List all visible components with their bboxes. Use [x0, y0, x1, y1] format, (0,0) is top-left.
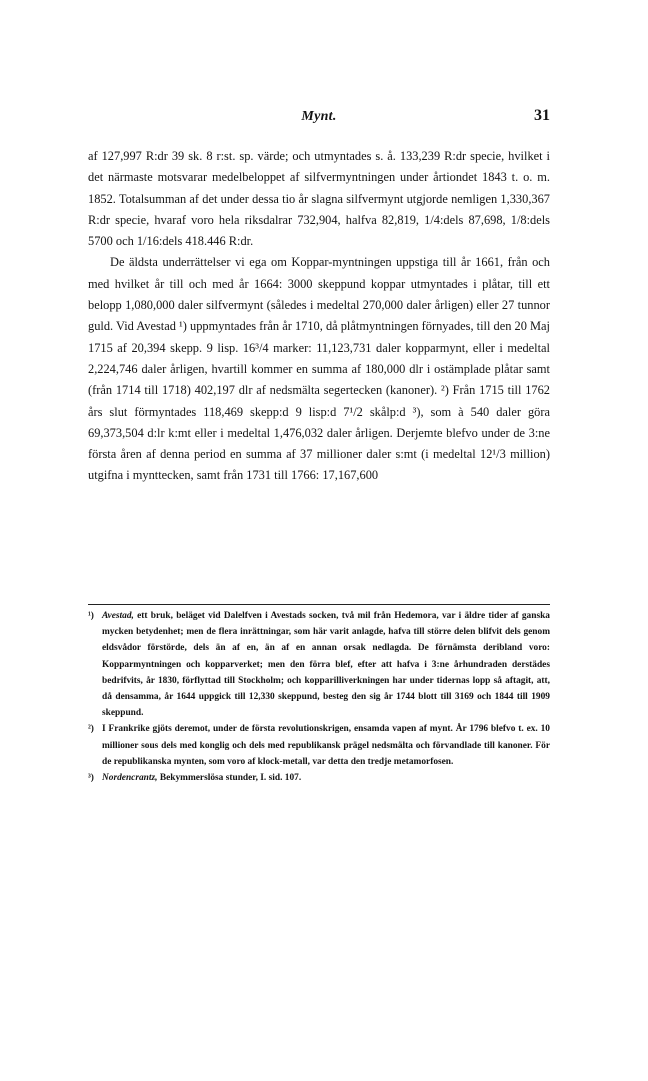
page-header	[88, 109, 550, 131]
footnote-text: Bekymmerslösa stunder, I. sid. 107.	[157, 773, 302, 784]
footnotes	[88, 608, 550, 786]
footnote-text: I Frankrike gjöts deremot, under de första revolutionskrigen, ensamda vapen af mynt. År 1796 blefvo t. ex. 10 millioner sous dels med konglig och dels med republikansk prägel nedsmälta och förvandlade till kanoner. För de republikanska mynten, som voro af klock-metall, var detta den tredje metamorfosen.	[102, 724, 550, 767]
footnote-1	[88, 608, 550, 721]
footnote-heading: Nordencrantz,	[102, 773, 158, 784]
footnote-marker: ¹)	[88, 611, 94, 621]
running-title: Mynt.	[301, 109, 337, 124]
footnote-divider	[88, 604, 550, 605]
footnote-marker: ²)	[88, 724, 94, 735]
page-number: 31	[534, 107, 550, 124]
footnote-heading: Avestad,	[102, 611, 134, 621]
paragraph-copper-coinage: De äldsta underrättelser vi ega om Koppar-myntningen uppstiga till år 1661, från och med hvilket år till och med år 1664: 3000 skeppund koppar utmyntades i plåtar, till ett belopp 1,080,000 daler silfvermynt (således i medeltal 270,000 daler årligen) eller 27 tunnor guld. Vid Avestad ¹) uppmyntades från år 1710, då plåtmyntningen förnyades, till den 20 Maj 1715 af 20,394 skepp. 9 lisp. 16³/4 marker: 11,123,731 daler kopparmynt, eller i medeltal 2,224,746 daler årligen, hvartill kommer en summa af 180,000 dlr i ostämplade plåtar samt (från 1714 till 1718) 402,197 dlr af nedsmälta segertecken (kanoner). ²) Från 1715 till 1762 års slut förmyntades 118,469 skepp:d 9 lisp:d 7¹/2 skålp:d ³), som à 540 daler göra 69,373,504 d:lr k:mt eller i medeltal 1,476,032 daler årligen. Derjemte blefvo under de 3:ne första åren af denna period en summa af 37 millioner daler s:mt (i medeltal 12¹/3 million) utgifna i mynttecken, samt från 1731 till 1766: 17,167,600	[88, 255, 550, 483]
footnote-3	[88, 770, 550, 786]
main-text	[88, 146, 550, 487]
footnote-text: ett bruk, beläget vid Dalelfven i Avestads socken, två mil från Hedemora, var i äldre tider af ganska mycken betydenhet; men de flera inrättningar, som här varit anlagde, hafva till större delen blifvit dels genom eldsvådor förstörde, dels än af en, än af en annan orsak nedlagda. De förnämsta deribland voro: Kopparmyntningen och kopparverket; men den förra blef, efter att hafva i 3:ne århundraden derstädes bedrifvits, år 1830, förflyttad till Stockholm; och kopparilliverkningen har under tidernas lopp så aftagit, att, då densamma, år 1644 uppgick till 12,330 skeppund, besteg den sig år 1744 blott till 3169 och 1844 till 1909 skeppund.	[102, 611, 550, 719]
paragraph-silver-coinage: af 127,997 R:dr 39 sk. 8 r:st. sp. värde; och utmyntades s. å. 133,239 R:dr specie, hvilket i det närmaste motsvarar medelbeloppet af silfvermyntningen under årtiondet 1843 t. o. m. 1852. Totalsumman af det under dessa tio år slagna silfvermynt utgjorde nemligen 1,330,367 R:dr specie, hvaraf voro hela riksdalrar 732,904, halfva 82,819, 1/4:dels 87,698, 1/8:dels 5700 och 1/16:dels 418.446 R:dr.	[88, 149, 550, 249]
footnote-2	[88, 721, 550, 770]
footnote-marker: ³)	[88, 773, 94, 784]
